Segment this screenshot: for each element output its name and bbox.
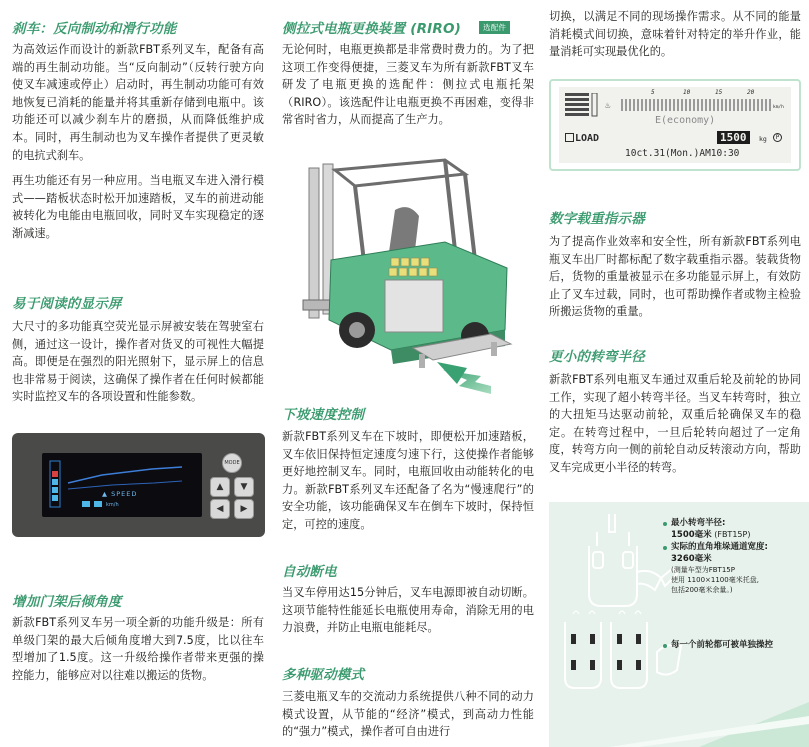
- riro-paragraph: 无论何时，电瓶更换都是非常费时费力的。为了把这项工作变得便捷，三菱叉车为所有新款FBT叉车研发了电瓶更换的选配件：侧拉式电瓶托架（RIRO）。该选配件让电瓶更换不再困难，变得非常省时省力，从而提高了生产力。: [282, 43, 534, 127]
- section-title-display: 易于阅读的显示屏: [12, 296, 122, 312]
- speed-bar: [621, 99, 771, 111]
- section-title-riro: [282, 17, 510, 37]
- load-icon: [565, 133, 574, 142]
- note-front-wheels: 每一个前轮都可被单独操控: [671, 640, 774, 650]
- battery-level-icon: [565, 93, 601, 121]
- load-unit: kg: [759, 135, 767, 143]
- note-aisle-line-3: 包括200毫米余量。): [671, 586, 733, 594]
- section-title-downhill: 下坡速度控制: [282, 407, 365, 423]
- section-title-modes: 多种驱动模式: [282, 667, 365, 683]
- arrow-down-icon: ▼: [240, 482, 248, 492]
- parking-icon: P: [773, 133, 782, 142]
- load-value: 1500: [717, 131, 750, 144]
- note-bullet-2: [663, 546, 667, 550]
- note-min-radius-title: 最小转弯半径:: [671, 518, 726, 528]
- dash-mode-label: ▲ SPEED: [102, 490, 138, 498]
- section-title-autooff: 自动断电: [282, 564, 337, 580]
- lcd-screen: [559, 87, 791, 163]
- arrow-left-button[interactable]: [210, 499, 230, 519]
- mast-paragraph: 新款FBT系列叉车另一项全新的功能升级是：所有单级门架的最大后倾角度增大到7.5度，比以往车型增加了1.5度。这一升级给操作者带来更强的操控能力，能够应对以往难以搬运的货物。: [12, 616, 264, 682]
- tick-5: 5: [651, 89, 655, 96]
- dashboard-screen: [42, 453, 202, 517]
- turtle-icon: ♨: [605, 101, 611, 111]
- arrow-right-button[interactable]: [234, 499, 254, 519]
- modes-paragraph-2: 切换，以满足不同的现场操作需求。从不同的能量消耗模式间切换，意味着针对特定的举升作业，能量消耗可实现最优化的。: [549, 10, 801, 59]
- autooff-paragraph: 当叉车停用达15分钟后，叉车电源即被自动切断。这项节能特性能延长电瓶使用寿命，消除无用的电力浪费，并防止电瓶电能耗尽。: [282, 586, 534, 635]
- note-aisle-title: 实际的直角堆垛通道宽度:: [671, 542, 768, 552]
- note-bullet-1: [663, 522, 667, 526]
- arrow-up-button[interactable]: [210, 477, 230, 497]
- regen-paragraph-2: 再生功能还有另一种应用。当电瓶叉车进入滑行模式——踏板状态时松开加速踏板，叉车的前进动能被转化为电能由电瓶回收，同时叉车实现稳定的逐渐减速。: [12, 174, 264, 240]
- note-aisle-width: [671, 541, 803, 595]
- arrow-down-button[interactable]: [234, 477, 254, 497]
- riro-title-text: 侧拉式电瓶更换装置 (RIRO): [282, 21, 462, 37]
- turning-paragraph: 新款FBT系列电瓶叉车通过双重后轮及前轮的协同工作，实现了超小转弯半径。当叉车转弯时，独立的大扭矩马达驱动前轮，双重后轮确保叉车的稳定。在转弯过程中，一旦后轮转向超过了一定角度，转弯方向一侧的前轮自动反转滚动方向，帮助叉车完成更小半径的转弯。: [549, 373, 801, 474]
- battery-gauge-icon: [42, 453, 202, 517]
- note-min-radius-model: (FBT15P): [714, 530, 751, 539]
- tick-20: 20: [747, 89, 755, 96]
- dashboard-display-photo: [12, 433, 265, 537]
- section-title-turning: 更小的转弯半径: [549, 349, 645, 365]
- section-title-loadind: 数字载重指示器: [549, 211, 645, 227]
- section-title-mast: 增加门架后倾角度: [12, 594, 122, 610]
- section-title-regen: 刹车：反向制动和滑行功能: [12, 21, 177, 37]
- note-aisle-line-2: 使用 1100×1100毫米托盘,: [671, 576, 759, 584]
- loadind-paragraph: 为了提高作业效率和安全性，所有新款FBT系列电瓶叉车出厂时都标配了数字载重指示器。装载货物后，货物的重量被显示在多功能显示屏上，有效防止了叉车过载，同时，也可帮助操作者或物主检验所搬运货物的重量。: [549, 235, 801, 319]
- tick-15: 15: [715, 89, 723, 96]
- downhill-paragraph: 新款FBT系列叉车在下坡时，即便松开加速踏板，叉车依旧保持恒定速度匀速下行，这使操作者能够更好地控制叉车。同时，电瓶回收由动能转化的电力。新款FBT系列叉车还配备了名为“慢速爬行”的安全功能，该功能确保叉车在倒车下坡时，保持恒定，可控的速度。: [282, 430, 534, 531]
- tick-10: 10: [683, 89, 691, 96]
- turning-radius-diagram: [549, 502, 809, 747]
- lcd-speed-unit: km/h: [773, 105, 784, 110]
- dash-speed-unit: km/h: [106, 502, 119, 508]
- lcd-mode: E(economy): [655, 115, 716, 126]
- dashboard-button-pad: [208, 457, 256, 517]
- note-min-radius: [671, 517, 801, 541]
- arrow-up-icon: ▲: [216, 482, 224, 492]
- modes-paragraph-1: 三菱电瓶叉车的交流动力系统提供八种不同的动力模式设置，从节能的“经济”模式，到高动力性能的“强力”模式，操作者可自由进行: [282, 690, 534, 739]
- note-min-radius-value: 1500毫米: [671, 530, 712, 540]
- forklift-illustration: [295, 150, 520, 395]
- option-badge: 选配件: [479, 21, 510, 34]
- arrow-left-icon: ◀: [216, 504, 224, 514]
- load-label: LOAD: [565, 133, 599, 144]
- note-bullet-3: [663, 644, 667, 648]
- note-aisle-value: 3260毫米: [671, 554, 712, 564]
- mode-button[interactable]: MODE: [222, 453, 242, 473]
- display-paragraph: 大尺寸的多功能真空荧光显示屏被安装在驾驶室右侧，通过这一设计，操作者对货叉的可视性大幅提高。即便是在强烈的阳光照射下，显示屏上的信息也非常易于阅读，这确保了操作者在任何时候都能实时监控叉车的各项设置和性能参数。: [12, 320, 264, 404]
- load-indicator-display: [549, 79, 801, 171]
- lcd-datetime: 10ct.31(Mon.)AM10:30: [625, 148, 740, 159]
- arrow-right-icon: ▶: [240, 504, 248, 514]
- note-aisle-line-1: (测量车型为FBT15P: [671, 566, 735, 574]
- regen-paragraph-1: 为高效运作而设计的新款FBT系列叉车，配备有高端的再生制动功能。当“反向制动”（反转行驶方向使叉车减速或停止）启动时，再生制动功能可有效地恢复已消耗的能量并将其重新存储到电瓶中。该功能还可以减少刹车片的磨损，从而降低维护成本。同时，再生制动也为叉车操作者提供了更灵敏的电抗式刹车。: [12, 43, 264, 162]
